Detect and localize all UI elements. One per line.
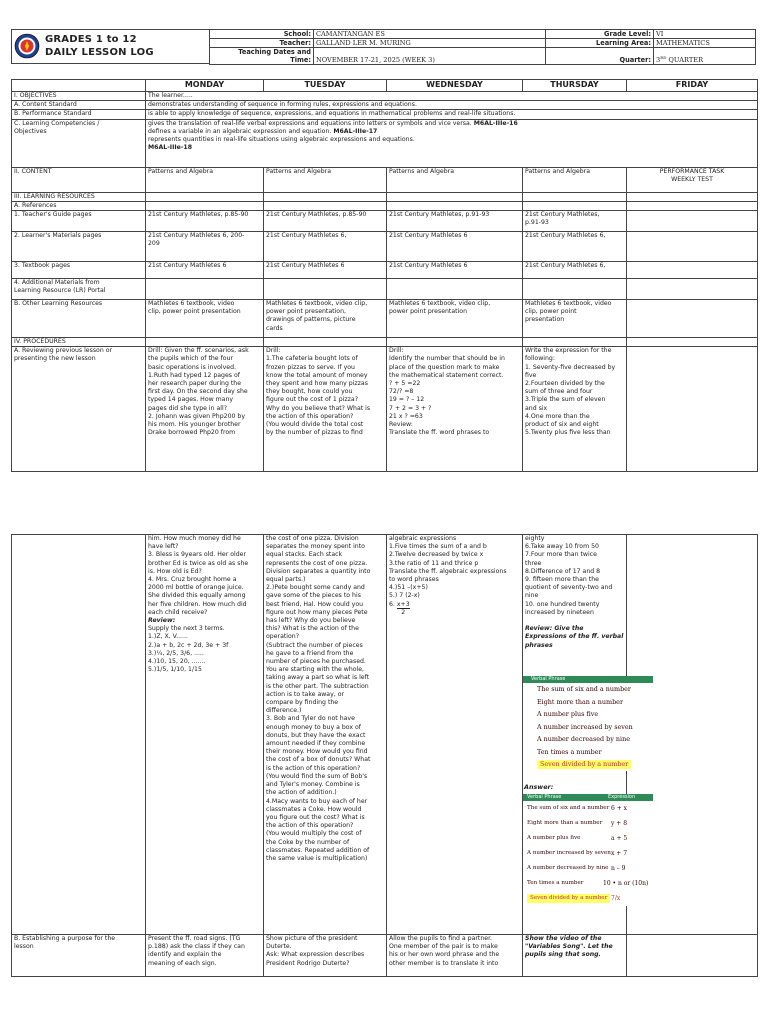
lm-tuesday: 21st Century Mathletes 6, xyxy=(264,232,387,262)
answer-label: Answer: xyxy=(524,783,554,791)
reviewing-wednesday: Drill: Identify the number that should be in place of the question mark to make the mathematical statement correct. ? + 5 =22 72/? =8 19 = ? – 12 7 + 2 = 3 + ? 21 x ? =63 Review: Translate the ff. word phrases to xyxy=(387,347,523,472)
other-resources-label: B. Other Learning Resources xyxy=(12,300,146,338)
verbal-row: A number plus five xyxy=(537,710,599,718)
corner-cell xyxy=(12,80,146,92)
verbal-row: A number increased by seven xyxy=(537,722,633,731)
teacher-label: Teacher: xyxy=(210,39,314,48)
answer-row: The sum of six and a number 6 + x xyxy=(527,805,628,812)
tg-thursday: 21st Century Mathletes, p.91-93 xyxy=(523,211,627,232)
lesson-table-page-1 xyxy=(11,79,758,472)
title-line-1: GRADES 1 to 12 xyxy=(45,34,137,45)
other-wednesday: Mathletes 6 textbook, video clip, power point presentation xyxy=(387,300,523,338)
teacher-value: GALLAND LER M. MURING xyxy=(314,39,546,48)
tb-thursday: 21st Century Mathletes 6, xyxy=(523,262,627,279)
grade-label: Grade Level: xyxy=(546,30,654,39)
grade-value: VI xyxy=(654,30,756,39)
answer-row: A number decreased by nine n – 9 xyxy=(527,865,626,872)
day-header-friday: FRIDAY xyxy=(627,80,758,92)
verbal-row: The sum of six and a number xyxy=(537,685,631,693)
answer-row: A number plus five a + 5 xyxy=(527,835,628,842)
other-monday: Mathletes 6 textbook, video clip, power point presentation xyxy=(146,300,264,338)
verbal-row: Seven divided by a number xyxy=(523,758,653,771)
reviewing-wednesday-cont: algebraic expressions 1.Five times the sum of a and b 2.Twelve decreased by twice x 3.the ratio of 11 and thrice p Translate the ff. algebraic expressions to word phrases 4.)51 –(x+5) 5.) 7 (2-x) 6. $\frac{x+3}{2}$ xyxy=(387,535,523,935)
dates-label: Teaching Dates and Time: xyxy=(210,48,314,65)
competencies-label: C. Learning Competencies / Objectives xyxy=(12,119,146,167)
content-wednesday: Patterns and Algebra xyxy=(387,167,523,192)
content-label: II. CONTENT xyxy=(12,167,146,192)
purpose-thursday: Show the video of the "Variables Song". Let the pupils sing that song. xyxy=(523,935,627,977)
school-value: CAMANTANGAN ES xyxy=(314,30,546,39)
objectives-label: I. OBJECTIVES xyxy=(12,92,146,101)
performance-standard-label: B. Performance Standard xyxy=(12,110,146,119)
learners-materials-label: 2. Learner's Materials pages xyxy=(12,232,146,262)
textbook-label: 3. Textbook pages xyxy=(12,262,146,279)
content-monday: Patterns and Algebra xyxy=(146,167,264,192)
purpose-tuesday: Show picture of the president Duterte. Ask: What expression describes President Rodrigo Duterte? xyxy=(264,935,387,977)
purpose-wednesday: Allow the pupils to find a partner. One member of the pair is to make his or her own word phrase and the other member is to translate it into xyxy=(387,935,523,977)
verbal-row: A number decreased by nine xyxy=(537,735,630,743)
verbal-row: Eight more than a number xyxy=(537,697,623,706)
area-value: MATHEMATICS xyxy=(654,39,756,48)
reviewing-label: A. Reviewing previous lesson or presenting the new lesson xyxy=(12,347,146,472)
verbal-row: Ten times a number xyxy=(537,747,602,756)
resources-label: III. LEARNING RESOURCES xyxy=(12,192,146,201)
day-header-monday: MONDAY xyxy=(146,80,264,92)
day-header-wednesday: WEDNESDAY xyxy=(387,80,523,92)
content-thursday: Patterns and Algebra xyxy=(523,167,627,192)
tb-monday: 21st Century Mathletes 6 xyxy=(146,262,264,279)
objectives-intro: The learner..... xyxy=(146,92,758,101)
quarter-label: Quarter: xyxy=(546,48,654,65)
header-table xyxy=(209,29,756,65)
answer-row: Seven divided by a number 7/x xyxy=(523,891,653,906)
competencies-text: gives the translation of real-life verbal expressions and equations into letters or symbols and vice versa. M6AL-IIIe-16 defines a variable in an algebraic expression and equation. M6AL-IIIe-17 represents quantities in real-life situations using algebraic expressions and equations. M6AL-IIIe-18 xyxy=(146,119,758,167)
title-box xyxy=(11,29,209,64)
content-tuesday: Patterns and Algebra xyxy=(264,167,387,192)
tb-wednesday: 21st Century Mathletes 6 xyxy=(387,262,523,279)
purpose-monday: Present the ff. road signs. (TG p.188) ask the class if they can identify and explain the meaning of each sign. xyxy=(146,935,264,977)
reviewing-tuesday: Drill: 1.The cafeteria bought lots of frozen pizzas to serve. If you know the total amount of money they spent and how many pizzas they bought, how could you figure out the cost of 1 pizza? Why do you believe that? What is the action of this operation? (You would divide the total cost by the number of pizzas to find xyxy=(264,347,387,472)
quarter-value: 3RD QUARTER xyxy=(654,48,756,65)
lm-wednesday: 21st Century Mathletes 6 xyxy=(387,232,523,262)
lm-thursday: 21st Century Mathletes 6, xyxy=(523,232,627,262)
reviewing-tuesday-cont: the cost of one pizza. Division separates the money spent into equal stacks. Each stack represents the cost of one pizza. Division separates a quantity into equal parts.) 2.)Pete bought some candy and gave some of the pieces to his best friend, Hal. How could you figure out how many pieces Pete has left? Why do you believe this? What is the action of the operation? (Subtract the number of pieces he gave to a friend from the number of pieces he purchased. You are starting with the whole, taking away a part so what is left is the other part. The subtraction action is to take away, or compare by finding the difference.) 3. Bob and Tyler do not have enough money to buy a box of donuts, but they have the exact amount needed if they combine their money. How would you find the cost of a box of donuts? What is the action of this operation? (You would find the sum of Bob's and Tyler's money. Combine is the action of addition.) 4.Macy wants to buy each of her classmates a Coke. How would you figure out the cost? What is the action of this operation? (You would multiply the cost of the Coke by the number of classmates. Repeated addition of the same value is multiplication) xyxy=(264,535,387,935)
title-line-2: DAILY LESSON LOG xyxy=(45,47,154,58)
content-standard-label: A. Content Standard xyxy=(12,101,146,110)
reviewing-thursday: Write the expression for the following: 1. Seventy-five decreased by five 2.Fourteen divided by the sum of three and four 3.Triple the sum of eleven and six 4.One more than the product of six and eight 5.Twenty plus five less than xyxy=(523,347,627,472)
answer-image xyxy=(523,794,653,906)
verbal-phrase-image xyxy=(523,676,653,771)
reviewing-monday-cont: him. How much money did he have left? 3. Bless is 9years old. Her older brother Ed is twice as old as she is. How old is Ed? 4. Mrs. Cruz brought home a 2000 ml bottle of orange juice. She divided this equally among her five children. How much did each child receive? Review: Supply the next 3 terms. 1.)Z, X, V...... 2.)a + b, 2c + 2d, 3e + 3f 3.)¼, 2/5, 3/6, ..... 4.)10, 15, 20, ....... 5.)1/5, 1/10, 1/15 xyxy=(146,535,264,935)
tg-tuesday: 21st Century Mathletes, p.85-90 xyxy=(264,211,387,232)
school-label: School: xyxy=(210,30,314,39)
performance-standard-text: is able to apply knowledge of sequence, expressions, and equations in mathematical problems and real-life situations. xyxy=(146,110,758,119)
tg-wednesday: 21st Century Mathletes, p.91-93 xyxy=(387,211,523,232)
references-label: A. References xyxy=(12,201,146,210)
verbal-phrase-header: Verbal Phrase xyxy=(523,676,653,683)
page-2 xyxy=(0,528,768,1024)
content-friday: PERFORMANCE TASK WEEKLY TEST xyxy=(627,167,758,192)
other-tuesday: Mathletes 6 textbook, video clip, power point presentation, drawings of patterns, picture cards xyxy=(264,300,387,338)
other-thursday: Mathletes 6 textbook, video clip, power point presentation xyxy=(523,300,627,338)
tg-monday: 21st Century Mathletes, p.85-90 xyxy=(146,211,264,232)
procedures-label: IV. PROCEDURES xyxy=(12,338,146,347)
answer-row: A number increased by seven x + 7 xyxy=(527,850,628,857)
teachers-guide-label: 1. Teacher's Guide pages xyxy=(12,211,146,232)
reviewing-thursday-cont: eighty 6.Take away 10 from 50 7.Four more than twice three 8.Difference of 17 and 8 9. fifteen more than the quotient of seventy-two and nine 10. one hundred twenty increased by nineteen Review: Give the Expressions of the ff. verbal phrases xyxy=(523,535,627,935)
content-standard-text: demonstrates understanding of sequence in forming rules, expressions and equations. xyxy=(146,101,758,110)
tb-tuesday: 21st Century Mathletes 6 xyxy=(264,262,387,279)
answer-header-left: Verbal Phrase xyxy=(527,794,562,800)
reviewing-monday: Drill: Given the ff. scenarios, ask the pupils which of the four basic operations is involved. 1.Ruth had typed 12 pages of her research paper during the first day. On the second day she typed 14 pages. How many pages did she type in all? 2. Johann was given Php200 by his mom. His younger brother Drake borrowed Php20 from xyxy=(146,347,264,472)
purpose-label: B. Establishing a purpose for the lesson xyxy=(12,935,146,977)
lm-monday: 21st Century Mathletes 6, 200- 209 xyxy=(146,232,264,262)
area-label: Learning Area: xyxy=(546,39,654,48)
answer-header-right: Expression xyxy=(608,794,636,800)
day-header-thursday: THURSDAY xyxy=(523,80,627,92)
answer-row: Ten times a number 10 • n or (10n) xyxy=(527,880,649,887)
day-header-tuesday: TUESDAY xyxy=(264,80,387,92)
page-1 xyxy=(0,0,768,490)
dates-value: NOVEMBER 17-21, 2025 (WEEK 3) xyxy=(314,48,546,65)
answer-row: Eight more than a number y + 8 xyxy=(527,820,628,827)
additional-materials-label: 4. Additional Materials from Learning Resource (LR) Portal xyxy=(12,279,146,300)
